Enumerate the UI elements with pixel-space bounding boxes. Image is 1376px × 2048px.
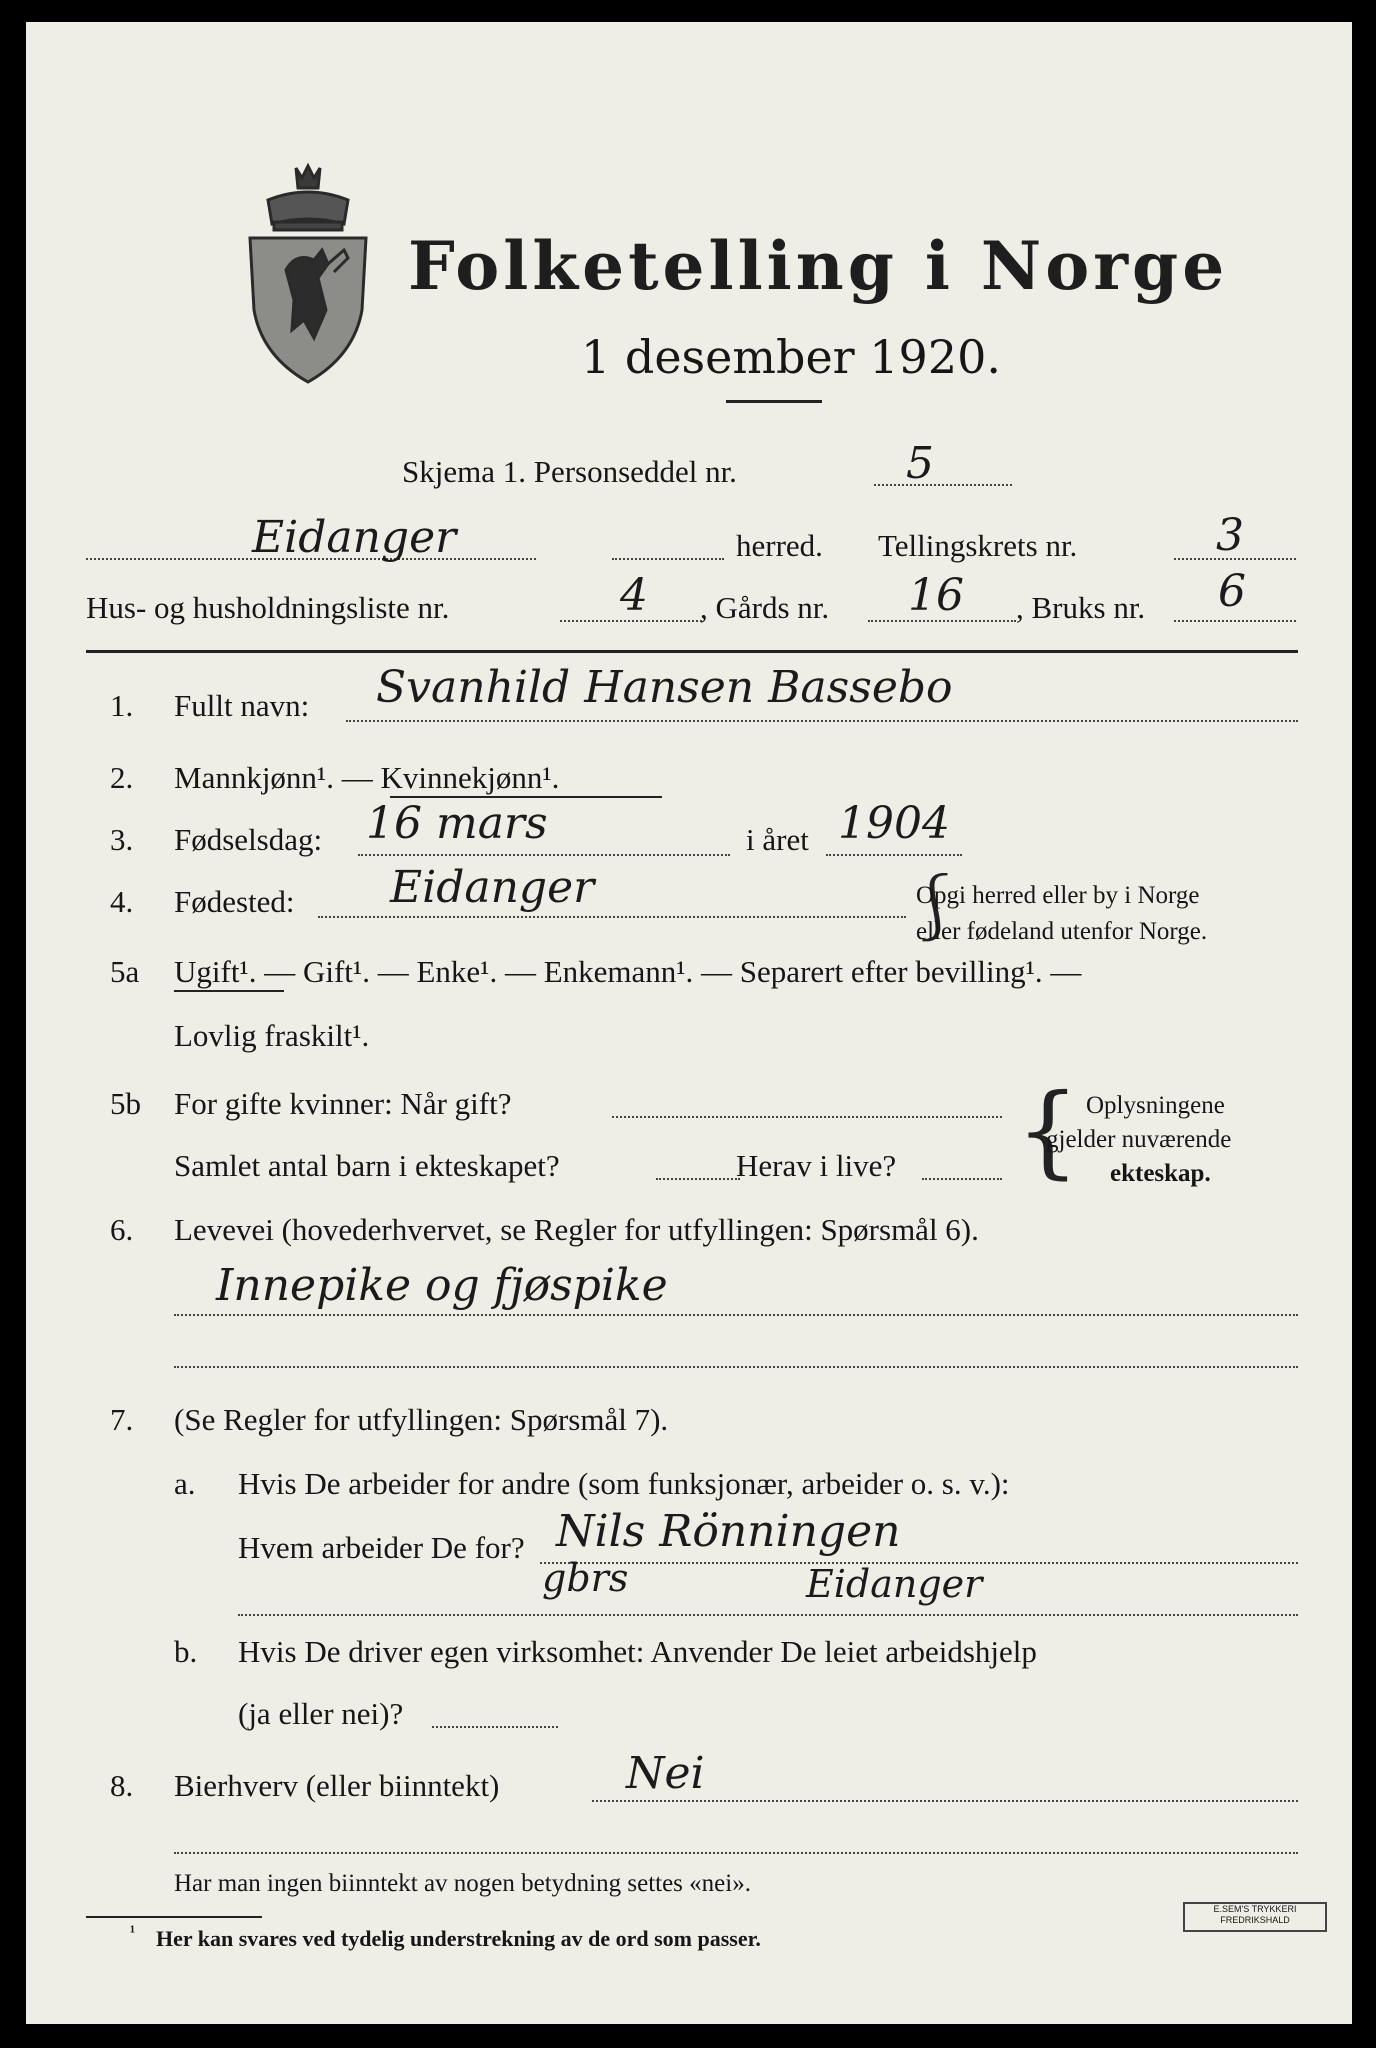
q4-note-2: eller fødeland utenfor Norge. xyxy=(916,918,1208,945)
bruks-field-line xyxy=(1174,620,1296,622)
year-label: i året xyxy=(746,822,809,857)
birthday-value[interactable]: 16 mars xyxy=(366,798,548,849)
herred-label: herred. xyxy=(736,528,823,563)
q4-bracket: ⎰ xyxy=(902,869,968,946)
schema-label: Skjema 1. Personseddel nr. xyxy=(402,454,737,489)
nei-instruction: Har man ingen biinntekt av nogen betydning settes «nei». xyxy=(174,1870,751,1897)
q2-number: 2. xyxy=(110,760,134,795)
q2-label: Mannkjønn¹. — Kvinnekjønn¹. xyxy=(174,760,560,795)
herred-value[interactable]: Eidanger xyxy=(252,512,457,563)
census-date: 1 desember 1920. xyxy=(581,330,1001,384)
q1-field-line xyxy=(346,720,1298,722)
birthplace-value[interactable]: Eidanger xyxy=(390,862,595,913)
q8-label: Bierhverv (eller biinntekt) xyxy=(174,1768,500,1803)
q3-field-line xyxy=(358,854,730,856)
personseddel-nr-value[interactable]: 5 xyxy=(906,438,934,489)
annotation-mark: gbrs xyxy=(542,1556,629,1600)
gards-label: , Gårds nr. xyxy=(700,590,830,625)
census-form xyxy=(26,22,1352,2024)
q5a-line-1: Ugift¹. — Gift¹. — Enke¹. — Enkemann¹. — Separert efter bevilling¹. — xyxy=(174,954,1082,989)
footnote-rule xyxy=(86,1916,262,1918)
ugift-underline xyxy=(174,990,284,992)
q5b-line-2b: Herav i live? xyxy=(736,1148,897,1183)
q1-label: Fullt navn: xyxy=(174,688,310,723)
q5b-number: 5b xyxy=(110,1086,141,1121)
q1-number: 1. xyxy=(110,688,134,723)
q4-note-1: Opgi herred eller by i Norge xyxy=(916,882,1200,909)
header-separator xyxy=(86,650,1298,653)
q7b-line-1: Hvis De driver egen virksomhet: Anvender De leiet arbeidshjelp xyxy=(238,1634,1037,1669)
q6-number: 6. xyxy=(110,1212,134,1247)
q7a-line-2: Hvem arbeider De for? xyxy=(238,1530,525,1565)
q7b-letter: b. xyxy=(174,1634,198,1669)
barn-field-line xyxy=(656,1178,740,1180)
footnote-mark: ¹ xyxy=(130,1922,136,1941)
q7a-letter: a. xyxy=(174,1466,196,1501)
tellingskrets-label: Tellingskrets nr. xyxy=(878,528,1078,563)
q7-label: (Se Regler for utfyllingen: Spørsmål 7). xyxy=(174,1402,669,1437)
q8-field-line xyxy=(592,1800,1298,1802)
hus-value[interactable]: 4 xyxy=(620,570,648,621)
q7b-line-2: (ja eller nei)? xyxy=(238,1696,404,1731)
birth-year-value[interactable]: 1904 xyxy=(838,798,950,849)
employer-field-line-2 xyxy=(238,1614,1298,1616)
q8-field-line-2 xyxy=(174,1852,1298,1854)
q5b-bracket: { xyxy=(1016,1072,1080,1189)
q4-number: 4. xyxy=(110,884,134,919)
norwegian-coat-of-arms-icon xyxy=(244,160,372,386)
q7-number: 7. xyxy=(110,1402,134,1437)
title-divider xyxy=(726,400,822,403)
q4-label: Fødested: xyxy=(174,884,295,919)
q7a-line-1: Hvis De arbeider for andre (som funksjonær, arbeider o. s. v.): xyxy=(238,1466,1010,1501)
q3-label: Fødselsdag: xyxy=(174,822,323,857)
bruks-label: , Bruks nr. xyxy=(1016,590,1146,625)
hus-label: Hus- og husholdningsliste nr. xyxy=(86,590,450,625)
q5a-number: 5a xyxy=(110,954,140,989)
q5a-line-2: Lovlig fraskilt¹. xyxy=(174,1018,370,1053)
bruks-value[interactable]: 6 xyxy=(1218,566,1246,617)
q5b-line-1: For gifte kvinner: Når gift? xyxy=(174,1086,512,1121)
footnote-text: Her kan svares ved tydelig understrekning av de ord som passer. xyxy=(156,1926,761,1951)
full-name-value[interactable]: Svanhild Hansen Bassebo xyxy=(376,662,953,713)
employer-value[interactable]: Nils Rönningen xyxy=(556,1506,901,1557)
printer-mark xyxy=(1183,1902,1327,1932)
q5b-line-2a: Samlet antal barn i ekteskapet? xyxy=(174,1148,560,1183)
printer-line-2: FREDRIKSHALD xyxy=(1220,1915,1290,1925)
q5b-note-1: Oplysningene xyxy=(1086,1092,1225,1119)
q5b-note-2: gjelder nuværende xyxy=(1046,1126,1232,1153)
printer-line-1: E.SEM'S TRYKKERI xyxy=(1213,1904,1297,1914)
q5b-note-3: ekteskap. xyxy=(1110,1160,1211,1187)
q6-field-line-1 xyxy=(174,1314,1298,1316)
q3-number: 3. xyxy=(110,822,134,857)
tellingskrets-value[interactable]: 3 xyxy=(1216,510,1244,561)
gards-value[interactable]: 16 xyxy=(908,570,964,621)
q6-field-line-2 xyxy=(174,1366,1298,1368)
herred-field-line-2 xyxy=(612,558,724,560)
q7b-field-line xyxy=(432,1726,558,1728)
i-live-field-line xyxy=(922,1178,1002,1180)
personseddel-field-line xyxy=(874,484,1012,486)
q4-field-line xyxy=(318,916,906,918)
occupation-value[interactable]: Innepike og fjøspike xyxy=(216,1260,668,1311)
q6-label: Levevei (hovederhvervet, se Regler for utfyllingen: Spørsmål 6). xyxy=(174,1212,979,1247)
q8-number: 8. xyxy=(110,1768,134,1803)
nar-gift-field-line xyxy=(612,1116,1002,1118)
side-income-value[interactable]: Nei xyxy=(626,1748,705,1799)
form-title: Folketelling i Norge xyxy=(408,227,1229,305)
employer-place-value[interactable]: Eidanger xyxy=(806,1562,983,1606)
